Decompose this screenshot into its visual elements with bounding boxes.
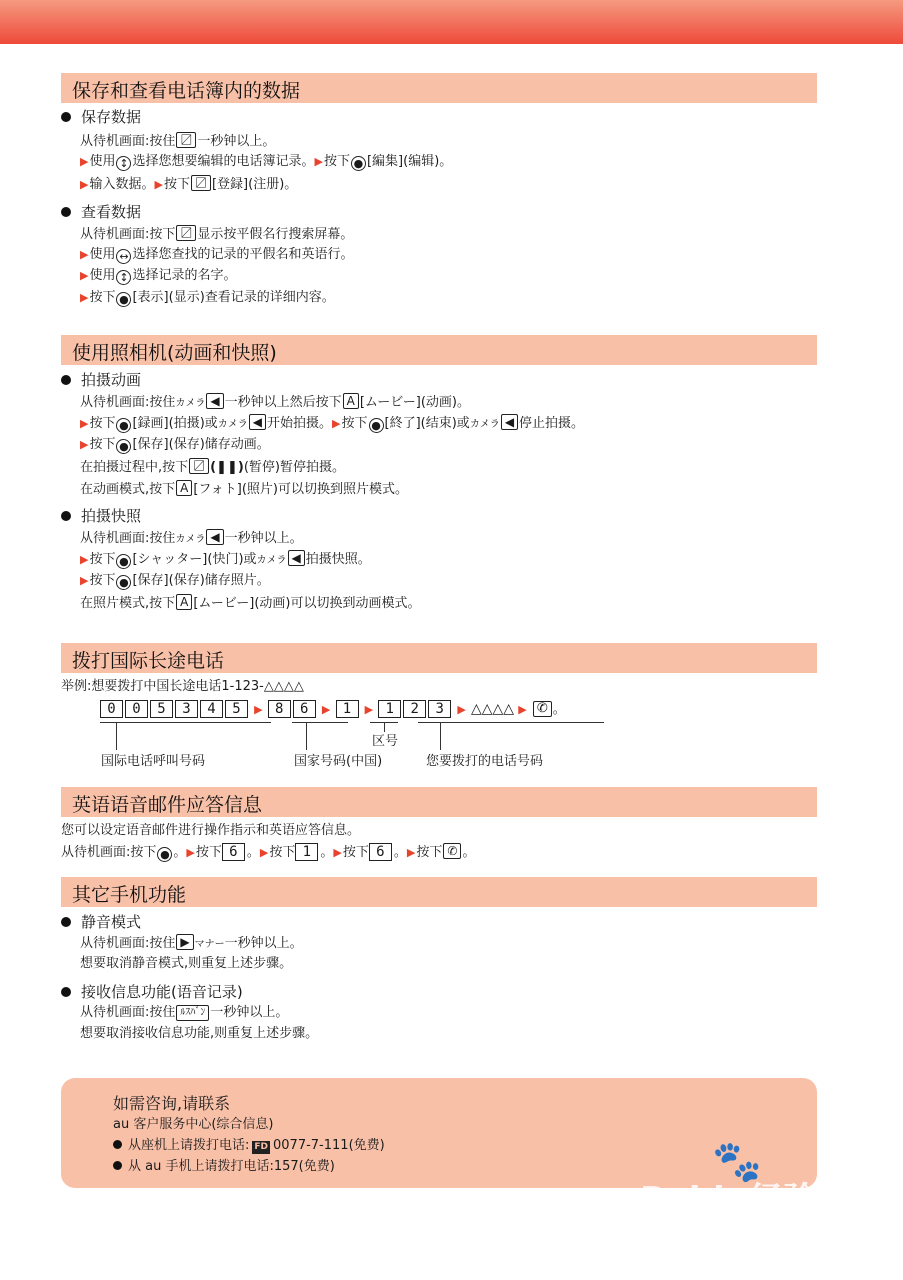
manner-key-icon: ▶ (176, 934, 193, 950)
arrow-icon: ▶ (186, 846, 195, 859)
bullet-dot (61, 917, 71, 927)
arrow-icon: ▶ (80, 269, 89, 282)
label-area: 区号 (372, 734, 399, 749)
country-digits: 8 6 (268, 702, 318, 717)
center-key-icon: ● (116, 292, 131, 307)
bullet-photo: 拍摄快照 (61, 506, 141, 526)
photo-line-2: ▶按下 ● [シャッター](快门)或カメラ ◀ 拍摄快照。 (80, 551, 371, 568)
arrow-icon: ▶ (80, 248, 89, 261)
camera-key-icon: ◀ (206, 529, 223, 545)
bracket-local (418, 722, 604, 723)
photo-line-3: ▶按下 ● [保存](保存)储存照片。 (80, 573, 270, 589)
arrow-icon: ▶ (406, 846, 416, 859)
center-key-icon: ● (157, 847, 172, 862)
a-key-icon: A (176, 594, 192, 610)
label-local: 您要拨打的电话号码 (426, 754, 544, 769)
save-line-3: ▶输入数据。▶按下 〼 [登録](注册)。 (80, 176, 298, 192)
bullet-dot (61, 511, 71, 521)
movie-line-1: 从待机画面:按住カメラ ◀ 一秒钟以上然后按下 A [ムービー](动画)。 (80, 394, 470, 410)
arrow-icon: ▶ (314, 155, 323, 168)
prefix-digits: 0 0 5 3 4 5 (100, 702, 250, 717)
bracket-prefix-stem (116, 722, 117, 750)
bullet-message: 接收信息功能(语音记录) (61, 982, 243, 1002)
watermark-brand: Baidu经验 (640, 1180, 818, 1220)
arrow-icon: ▶ (333, 846, 342, 859)
save-line-2: ▶使用 ↕ 选择您想要编辑的电话簿记录。▶按下 ● [編集](编辑)。 (80, 154, 453, 170)
section-header-intl-call: 拨打国际长途电话 (61, 643, 817, 673)
camera-key-icon: ◀ (501, 414, 518, 430)
silent-line-2: 想要取消静音模式,则重复上述步骤。 (80, 956, 293, 971)
watermark-url: jingyan.baidu.com (648, 1214, 815, 1235)
camera-key-icon: ◀ (288, 550, 305, 566)
bullet-dot (61, 987, 71, 997)
label-country: 国家号码(中国) (294, 754, 383, 769)
arrow-icon: ▶ (259, 846, 269, 859)
arrow-icon: ▶ (80, 155, 89, 168)
message-line-1: 从待机画面:按住 ﾙｽﾊﾞﾝ 一秒钟以上。 (80, 1005, 289, 1020)
arrow-icon: ▶ (80, 574, 89, 587)
call-key-icon: ✆ (533, 701, 552, 717)
phonebook-key-icon: 〼 (176, 132, 196, 148)
center-key-icon: ● (369, 418, 384, 433)
bracket-country-stem (306, 722, 307, 750)
label-prefix: 国际电话呼叫号码 (101, 754, 206, 769)
contact-title: 如需咨询,请联系 (113, 1094, 231, 1113)
a-key-icon: A (176, 480, 192, 496)
pause-icon: (❚❚) (210, 460, 244, 475)
bullet-title: 保存数据 (81, 108, 142, 126)
free-dial-icon: FD (254, 1142, 269, 1152)
bracket-area-stem (384, 722, 385, 732)
arrow-icon: ▶ (154, 178, 163, 191)
intl-example: 举例:想要拨打中国长途电话1-123-△△△△ (61, 679, 304, 694)
arrow-icon: ▶ (80, 438, 89, 451)
bullet-save-data (61, 107, 141, 127)
center-key-icon: ● (116, 439, 131, 454)
phonebook-key-icon: 〼 (189, 458, 209, 474)
paw-icon: 🐾 (712, 1139, 762, 1185)
call-key-icon: ✆ (443, 843, 461, 859)
dial-sequence: 0 0 5 3 4 5 ▶ 8 6 ▶ 1 ▶ 1 2 3 ▶ △△△△ ▶ ✆ 。 (100, 699, 566, 720)
arrow-icon: ▶ (80, 417, 89, 430)
bullet-view-data: 查看数据 (61, 202, 141, 222)
arrow-icon: ▶ (457, 703, 466, 716)
center-key-icon: ● (116, 554, 131, 569)
area-digits: 1 (336, 702, 361, 717)
arrow-icon: ▶ (80, 178, 89, 191)
arrow-icon: ▶ (80, 553, 89, 566)
phonebook-key-icon: 〼 (191, 175, 211, 191)
center-key-icon: ● (351, 156, 366, 171)
contact-line-2: 从座机上请拨打电话: FD 0077-7-111(免费) (113, 1137, 385, 1155)
bracket-local-stem (440, 722, 441, 750)
photo-line-4: 在照片模式,按下 A [ムービー](动画)可以切换到动画模式。 (80, 595, 421, 611)
movie-line-4: 在拍摄过程中,按下 〼 (❚❚)(暂停)暂停拍摄。 (80, 459, 345, 475)
bracket-prefix (100, 722, 271, 723)
arrow-icon: ▶ (80, 291, 89, 304)
arrow-icon: ▶ (321, 703, 331, 716)
bullet-dot (61, 207, 71, 217)
bullet-dot (113, 1161, 122, 1170)
section-header-camera: 使用照相机(动画和快照) (61, 335, 817, 365)
center-key-icon: ● (116, 418, 131, 433)
voicemail-line-1: 您可以设定语音邮件进行操作指示和英语应答信息。 (61, 823, 361, 838)
contact-line-1: au 客户服务中心(综合信息) (113, 1117, 274, 1132)
contact-line-3: 从 au 手机上请拨打电话:157(免费) (113, 1158, 335, 1176)
movie-line-3: ▶按下 ● [保存](保存)储存动画。 (80, 437, 270, 453)
arrow-icon: ▶ (364, 703, 374, 716)
up-down-key-icon: ↕ (116, 156, 131, 171)
movie-line-5: 在动画模式,按下 A [フォト](照片)可以切换到照片模式。 (80, 481, 408, 497)
section-title: 保存和查看电话簿内的数据 (72, 80, 301, 102)
camera-key-icon: ◀ (249, 414, 266, 430)
bullet-silent: 静音模式 (61, 912, 141, 932)
photo-line-1: 从待机画面:按住カメラ ◀ 一秒钟以上。 (80, 530, 303, 546)
left-right-key-icon: ↔ (116, 249, 131, 264)
arrow-icon: ▶ (332, 417, 341, 430)
view-line-2: ▶使用 ↔ 选择您查找的记录的平假名和英语行。 (80, 247, 354, 263)
phonebook-key-icon: 〼 (176, 225, 196, 241)
up-down-key-icon: ↕ (116, 270, 131, 285)
section-header-voicemail: 英语语音邮件应答信息 (61, 787, 817, 817)
bracket-country (292, 722, 348, 723)
bullet-dot (61, 375, 71, 385)
bullet-dot (61, 112, 71, 122)
a-key-icon: A (343, 393, 359, 409)
view-line-1: 从待机画面:按下 〼 显示按平假名行搜索屏幕。 (80, 226, 354, 242)
view-line-4: ▶按下 ● [表示](显示)查看记录的详细内容。 (80, 290, 335, 306)
bullet-dot (113, 1140, 122, 1149)
silent-line-1: 从待机画面:按住 ▶ マナー一秒钟以上。 (80, 935, 303, 951)
voicemail-line-2: 从待机画面:按下 ● 。▶按下 6 。▶按下 1 。▶按下 6 。▶按下 ✆ 。 (61, 844, 476, 861)
center-key-icon: ● (116, 575, 131, 590)
local-triangles: △△△△ (471, 701, 515, 717)
section-header-phonebook (61, 73, 817, 103)
answer-key-icon: ﾙｽﾊﾞﾝ (176, 1005, 209, 1021)
arrow-icon: ▶ (518, 703, 527, 716)
message-line-2: 想要取消接收信息功能,则重复上述步骤。 (80, 1026, 319, 1041)
bullet-movie: 拍摄动画 (61, 370, 141, 390)
section-header-other: 其它手机功能 (61, 877, 817, 907)
local-digits: 1 2 3 (378, 702, 453, 717)
view-line-3: ▶使用 ↕ 选择记录的名字。 (80, 268, 237, 284)
arrow-icon: ▶ (254, 703, 263, 716)
top-banner (0, 0, 903, 44)
camera-key-icon: ◀ (206, 393, 223, 409)
movie-line-2: ▶按下 ● [録画](拍摄)或カメラ ◀ 开始拍摄。▶按下 ● [終了](结束)或カメラ ◀ 停止拍摄。 (80, 415, 585, 432)
save-line-1: 从待机画面:按住 〼 一秒钟以上。 (80, 133, 276, 149)
